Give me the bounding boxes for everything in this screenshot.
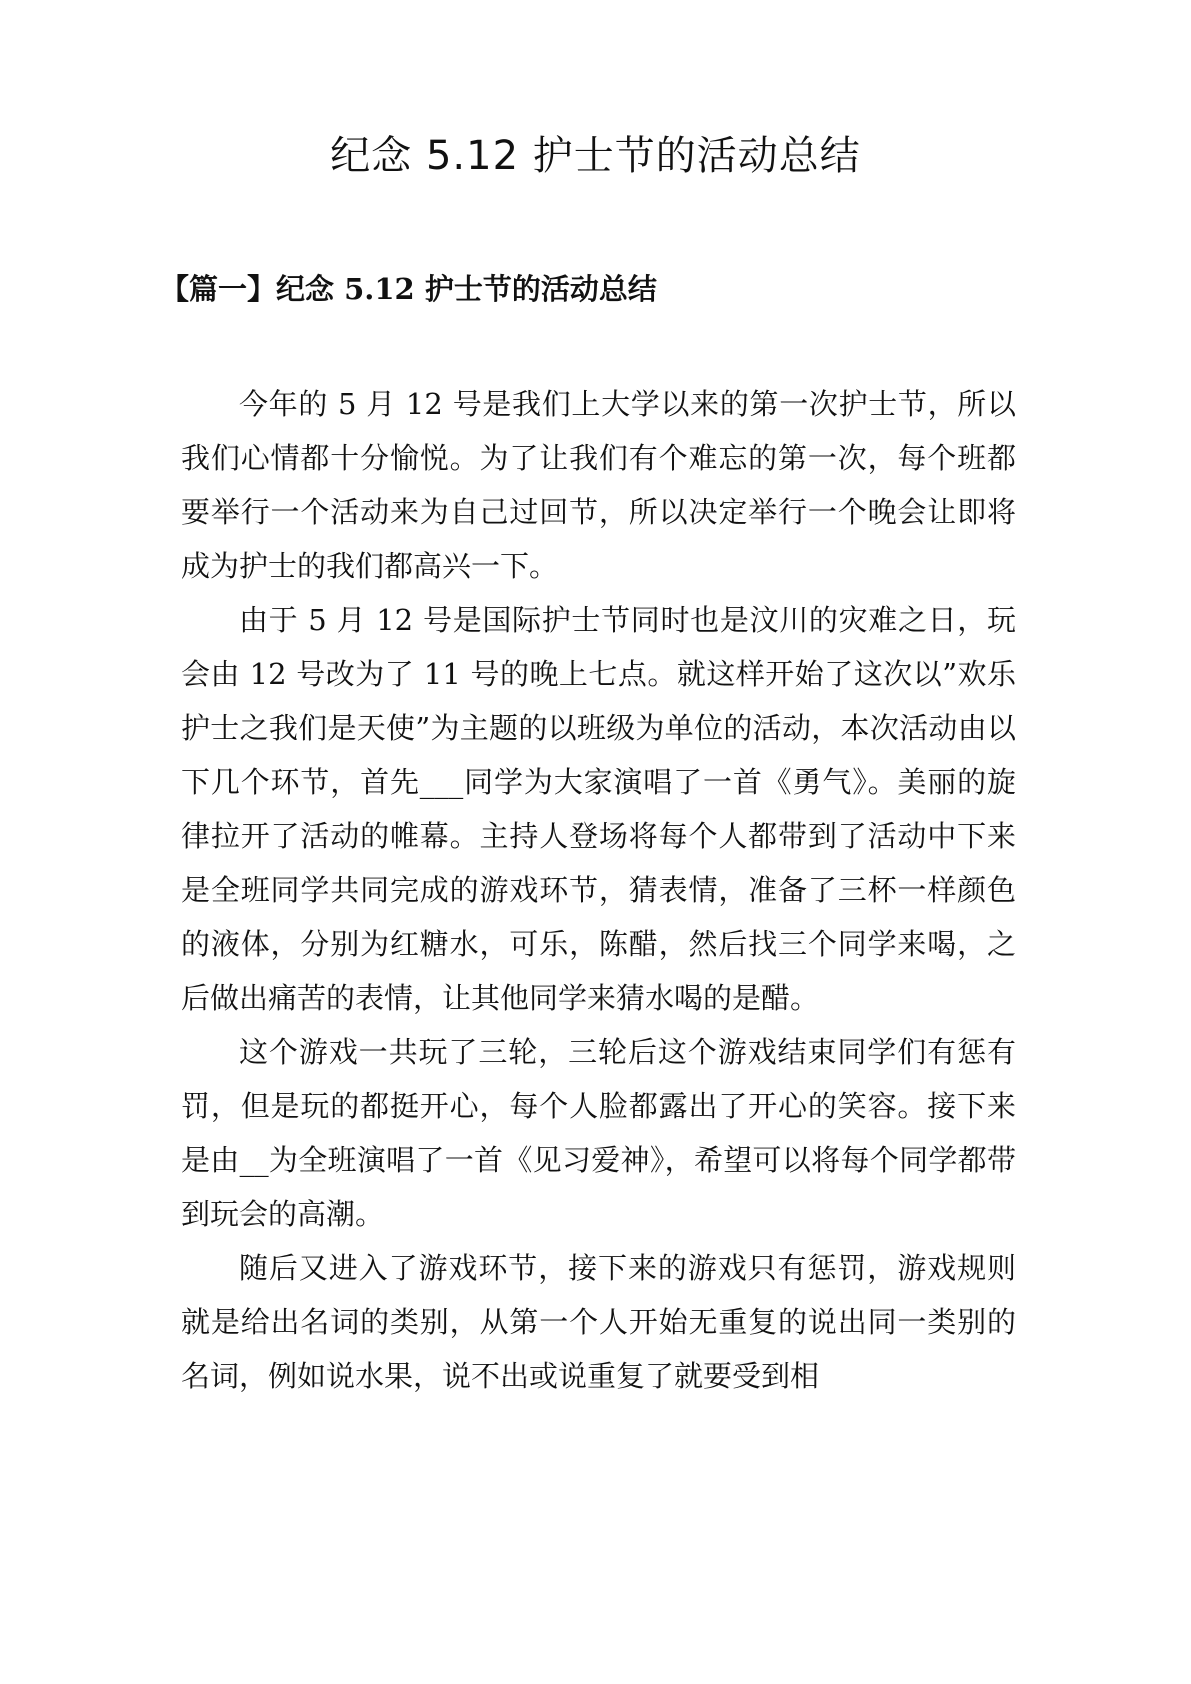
section-heading: 【篇一】纪念 5.12 护士节的活动总结 xyxy=(160,272,657,306)
paragraph: 由于 5 月 12 号是国际护士节同时也是汶川的灾难之日，玩会由 12 号改为了 11 号的晚上七点。就这样开始了这次以”欢乐护士之我们是天使”为主题的以班级为单位的活动，本次活动由以下几个环节，首先___同学为大家演唱了一首《勇气》。美丽的旋律拉开了活动的帷幕。主持人登场将每个人都带到了活动中下来是全班同学共同完成的游戏环节，猜表情，准备了三杯一样颜色的液体，分别为红糖水，可乐，陈醋，然后找三个同学来喝，之后做出痛苦的表情，让其他同学来猜水喝的是醋。 xyxy=(181,603,1016,1015)
paragraph: 这个游戏一共玩了三轮，三轮后这个游戏结束同学们有惩有罚，但是玩的都挺开心，每个人脸都露出了开心的笑容。接下来是由__为全班演唱了一首《见习爱神》，希望可以将每个同学都带到玩会的高潮。 xyxy=(181,1035,1016,1231)
paragraph: 今年的 5 月 12 号是我们上大学以来的第一次护士节，所以我们心情都十分愉悦。为了让我们有个难忘的第一次，每个班都要举行一个活动来为自己过回节，所以决定举行一个晚会让即将成为护士的我们都高兴一下。 xyxy=(181,387,1016,583)
paragraph: 随后又进入了游戏环节，接下来的游戏只有惩罚，游戏规则就是给出名词的类别，从第一个人开始无重复的说出同一类别的名词，例如说水果，说不出或说重复了就要受到相 xyxy=(181,1251,1016,1393)
body-text xyxy=(181,377,1016,1403)
document-title: 纪念 5.12 护士节的活动总结 xyxy=(330,133,861,179)
